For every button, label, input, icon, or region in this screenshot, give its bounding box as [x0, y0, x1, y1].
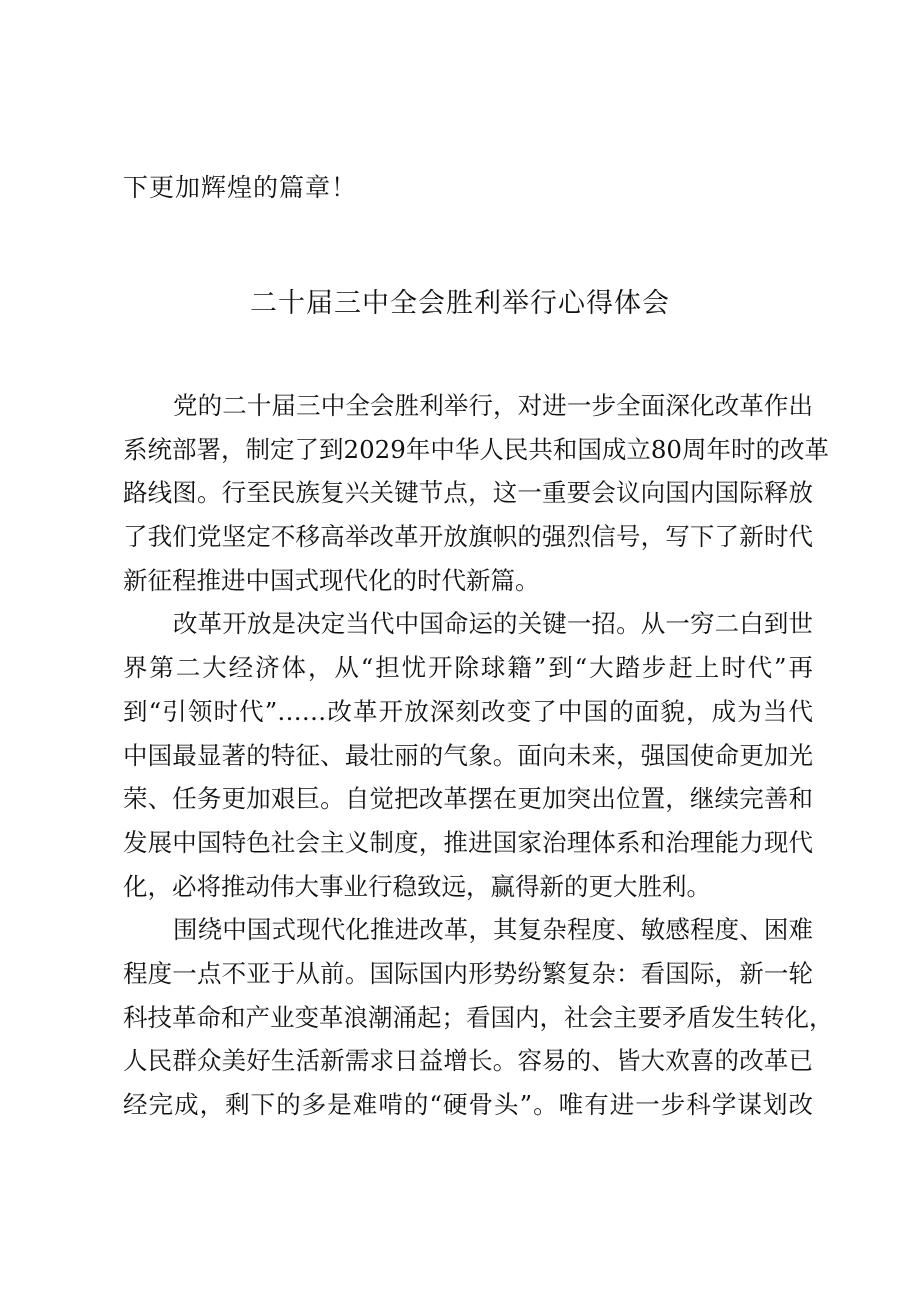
paragraph-line: 中国最显著的特征、最壮丽的气象。面向未来，强国使命更加光: [123, 740, 813, 770]
paragraph-line: 发展中国特色社会主义制度，推进国家治理体系和治理能力现代: [123, 827, 813, 857]
paragraph-3: [123, 908, 834, 1126]
paragraph-1: [123, 384, 830, 602]
paragraph-2: [123, 602, 813, 908]
paragraph-line: 到“引领时代”……改革开放深刻改变了中国的面貌，成为当代: [123, 696, 813, 726]
paragraph-line: 人民群众美好生活新需求日益增长。容易的、皆大欢喜的改革已: [123, 1046, 813, 1076]
paragraph-line: 程度一点不亚于从前。国际国内形势纷繁复杂：看国际，新一轮: [123, 958, 813, 988]
paragraph-line: 系统部署，制定了到2029年中华人民共和国成立80周年时的改革: [123, 434, 830, 464]
paragraph-line: 荣、任务更加艰巨。自觉把改革摆在更加突出位置，继续完善和: [123, 784, 813, 814]
paragraph-line: 围绕中国式现代化推进改革，其复杂程度、敏感程度、困难: [173, 915, 813, 945]
paragraph-line: 界第二大经济体，从“担忧开除球籍”到“大踏步赶上时代”再: [123, 653, 813, 683]
paragraph-line: 经完成，剩下的多是难啃的“硬骨头”。唯有进一步科学谋划改: [123, 1090, 813, 1119]
paragraph-line: 化，必将推动伟大事业行稳致远，赢得新的更大胜利。: [123, 871, 711, 901]
paragraph-line: 改革开放是决定当代中国命运的关键一招。从一穷二白到世: [173, 609, 813, 639]
paragraph-line: 新征程推进中国式现代化的时代新篇。: [123, 565, 540, 595]
document-title: 二十届三中全会胜利举行心得体会: [250, 288, 670, 319]
paragraph-line: 党的二十届三中全会胜利举行，对进一步全面深化改革作出: [173, 391, 813, 420]
paragraph-line: 路线图。行至民族复兴关键节点，这一重要会议向国内国际释放: [123, 478, 813, 508]
paragraph-line: 科技革命和产业变革浪潮涌起；看国内，社会主要矛盾发生转化，: [123, 1002, 834, 1032]
paragraph-line: 了我们党坚定不移高举改革开放旗帜的强烈信号，写下了新时代: [123, 522, 813, 552]
document-body: [123, 384, 834, 1127]
carry-over-line: 下更加辉煌的篇章！: [123, 173, 358, 202]
